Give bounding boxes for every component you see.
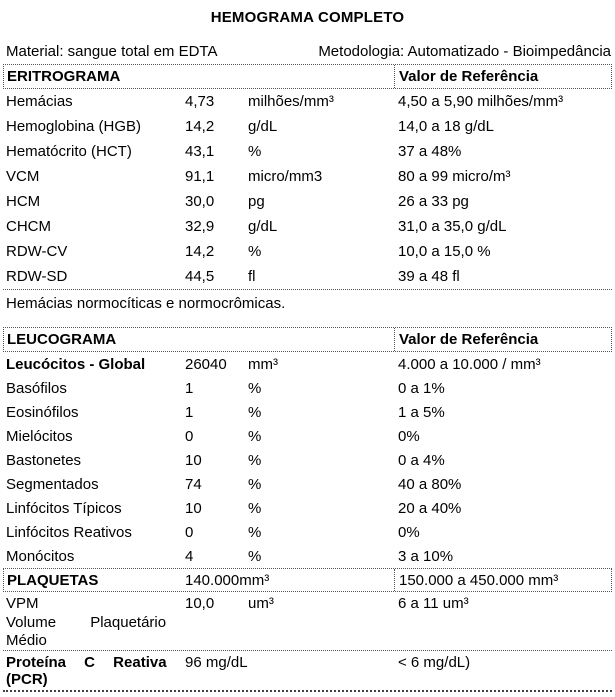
reference-range: 3 a 10% xyxy=(398,547,454,565)
result-unit: g/dL xyxy=(248,218,278,235)
pcr-name xyxy=(3,654,185,688)
parameter-name: VCM xyxy=(6,168,40,185)
result-value: 10,0 xyxy=(185,594,215,612)
table-row xyxy=(3,164,612,189)
table-row xyxy=(3,114,612,139)
parameter-name: VPM xyxy=(6,594,39,612)
result-value: 14,2 xyxy=(185,243,215,260)
result-value: 91,1 xyxy=(185,168,215,185)
material-text: Material: sangue total em EDTA xyxy=(6,43,218,60)
result-value: 30,0 xyxy=(185,193,215,210)
table-row xyxy=(3,376,612,400)
result-unit: fl xyxy=(248,268,256,285)
parameter-name: Basófilos xyxy=(6,379,67,397)
reference-range: 14,0 a 18 g/dL xyxy=(398,118,494,135)
report-title: HEMOGRAMA COMPLETO xyxy=(210,9,405,26)
result-value: 0 xyxy=(185,523,194,541)
result-unit: % xyxy=(248,523,262,541)
leucograma-table xyxy=(3,352,612,568)
result-value: 44,5 xyxy=(185,268,215,285)
pcr-value: 96 mg/dL xyxy=(185,654,248,671)
reference-range: 4.000 a 10.000 / mm³ xyxy=(398,355,541,373)
table-row xyxy=(3,400,612,424)
result-unit: % xyxy=(248,143,262,160)
result-unit: % xyxy=(248,243,262,260)
result-unit: % xyxy=(248,499,262,517)
table-row xyxy=(3,89,612,114)
table-row xyxy=(3,544,612,568)
parameter-name: Linfócitos Típicos xyxy=(6,499,122,517)
result-unit: % xyxy=(248,379,262,397)
table-row xyxy=(3,520,612,544)
parameter-name: RDW-SD xyxy=(6,268,68,285)
table-row xyxy=(3,264,612,289)
reference-range: 0% xyxy=(398,427,420,445)
result-unit: mm³ xyxy=(248,355,278,373)
table-row xyxy=(3,139,612,164)
parameter-name: HCM xyxy=(6,193,41,210)
separator xyxy=(3,650,612,651)
meta-row xyxy=(3,43,612,61)
result-value: 43,1 xyxy=(185,143,215,160)
parameter-name: Linfócitos Reativos xyxy=(6,523,132,541)
table-row xyxy=(3,239,612,264)
table-row xyxy=(3,189,612,214)
reference-range: 0% xyxy=(398,523,420,541)
section-header-eritrograma xyxy=(3,64,612,89)
reference-range: 26 a 33 pg xyxy=(398,193,469,210)
reference-range: 37 a 48% xyxy=(398,143,462,160)
vpm-name-continuation: Volume Plaquetário xyxy=(6,614,167,631)
parameter-name: RDW-CV xyxy=(6,243,68,260)
section-title-plaquetas: PLAQUETAS xyxy=(7,571,99,589)
result-unit: pg xyxy=(248,193,265,210)
pcr-name-line2: (PCR) xyxy=(6,671,48,688)
reference-range: 150.000 a 450.000 mm³ xyxy=(394,569,611,591)
vpm-name-continuation: Médio xyxy=(6,632,47,649)
result-value: 74 xyxy=(185,475,202,493)
parameter-name: CHCM xyxy=(6,218,51,235)
result-value: 0 xyxy=(185,427,194,445)
pcr-row xyxy=(3,652,612,690)
result-unit: % xyxy=(248,475,262,493)
parameter-name: Monócitos xyxy=(6,547,75,565)
result-unit: % xyxy=(248,451,262,469)
result-unit: micro/mm3 xyxy=(248,168,323,185)
section-title-leucograma: LEUCOGRAMA xyxy=(7,331,117,348)
result-unit: % xyxy=(248,403,262,421)
methodology-text: Metodologia: Automatizado - Bioimpedância xyxy=(318,43,611,60)
table-row xyxy=(3,496,612,520)
table-row xyxy=(3,448,612,472)
result-unit: milhões/mm³ xyxy=(248,93,334,110)
result-value: 4 xyxy=(185,547,194,565)
reference-range: 6 a 11 um³ xyxy=(398,594,469,612)
reference-range: 31,0 a 35,0 g/dL xyxy=(398,218,507,235)
reference-range: 1 a 5% xyxy=(398,403,445,421)
section-gap xyxy=(3,316,612,324)
reference-header: Valor de Referência xyxy=(394,328,611,351)
result-value: 32,9 xyxy=(185,218,215,235)
reference-range: 10,0 a 15,0 % xyxy=(398,243,491,260)
parameter-name: Hemoglobina (HGB) xyxy=(6,118,142,135)
result-value: 140.000mm³ xyxy=(185,571,270,589)
section-header-leucograma xyxy=(3,327,612,352)
result-value: 1 xyxy=(185,379,194,397)
reference-range: 40 a 80% xyxy=(398,475,462,493)
table-row xyxy=(3,352,612,376)
vpm-row xyxy=(3,592,612,614)
reference-range: 0 a 4% xyxy=(398,451,445,469)
reference-range: 0 a 1% xyxy=(398,379,445,397)
table-row xyxy=(3,472,612,496)
parameter-name: Mielócitos xyxy=(6,427,73,445)
plaquetas-row xyxy=(3,568,612,592)
reference-range: 4,50 a 5,90 milhões/mm³ xyxy=(398,93,564,110)
parameter-name: Bastonetes xyxy=(6,451,82,469)
result-unit: um³ xyxy=(248,594,274,612)
table-row xyxy=(3,424,612,448)
result-value: 4,73 xyxy=(185,93,215,110)
result-value: 10 xyxy=(185,451,202,469)
eritrograma-note: Hemácias normocíticas e normocrômicas. xyxy=(6,294,286,312)
parameter-name: Eosinófilos xyxy=(6,403,79,421)
result-unit: % xyxy=(248,427,262,445)
parameter-name: Leucócitos - Global xyxy=(6,355,146,373)
result-unit: % xyxy=(248,547,262,565)
reference-range: 80 a 99 micro/m³ xyxy=(398,168,511,185)
eritrograma-table xyxy=(3,89,612,289)
result-value: 10 xyxy=(185,499,202,517)
result-value: 1 xyxy=(185,403,194,421)
parameter-name: Hemácias xyxy=(6,93,73,110)
section-title-eritrograma: ERITROGRAMA xyxy=(7,68,121,85)
reference-range: 20 a 40% xyxy=(398,499,462,517)
table-row xyxy=(3,214,612,239)
result-value: 26040 xyxy=(185,355,227,373)
bottom-separator xyxy=(3,690,612,692)
reference-range: 39 a 48 fl xyxy=(398,268,460,285)
pcr-name-line1: Proteína C Reativa xyxy=(6,654,167,671)
pcr-reference: < 6 mg/dL) xyxy=(398,654,471,671)
result-unit: g/dL xyxy=(248,118,278,135)
parameter-name: Segmentados xyxy=(6,475,99,493)
parameter-name: Hematócrito (HCT) xyxy=(6,143,132,160)
reference-header: Valor de Referência xyxy=(394,65,611,88)
result-value: 14,2 xyxy=(185,118,215,135)
